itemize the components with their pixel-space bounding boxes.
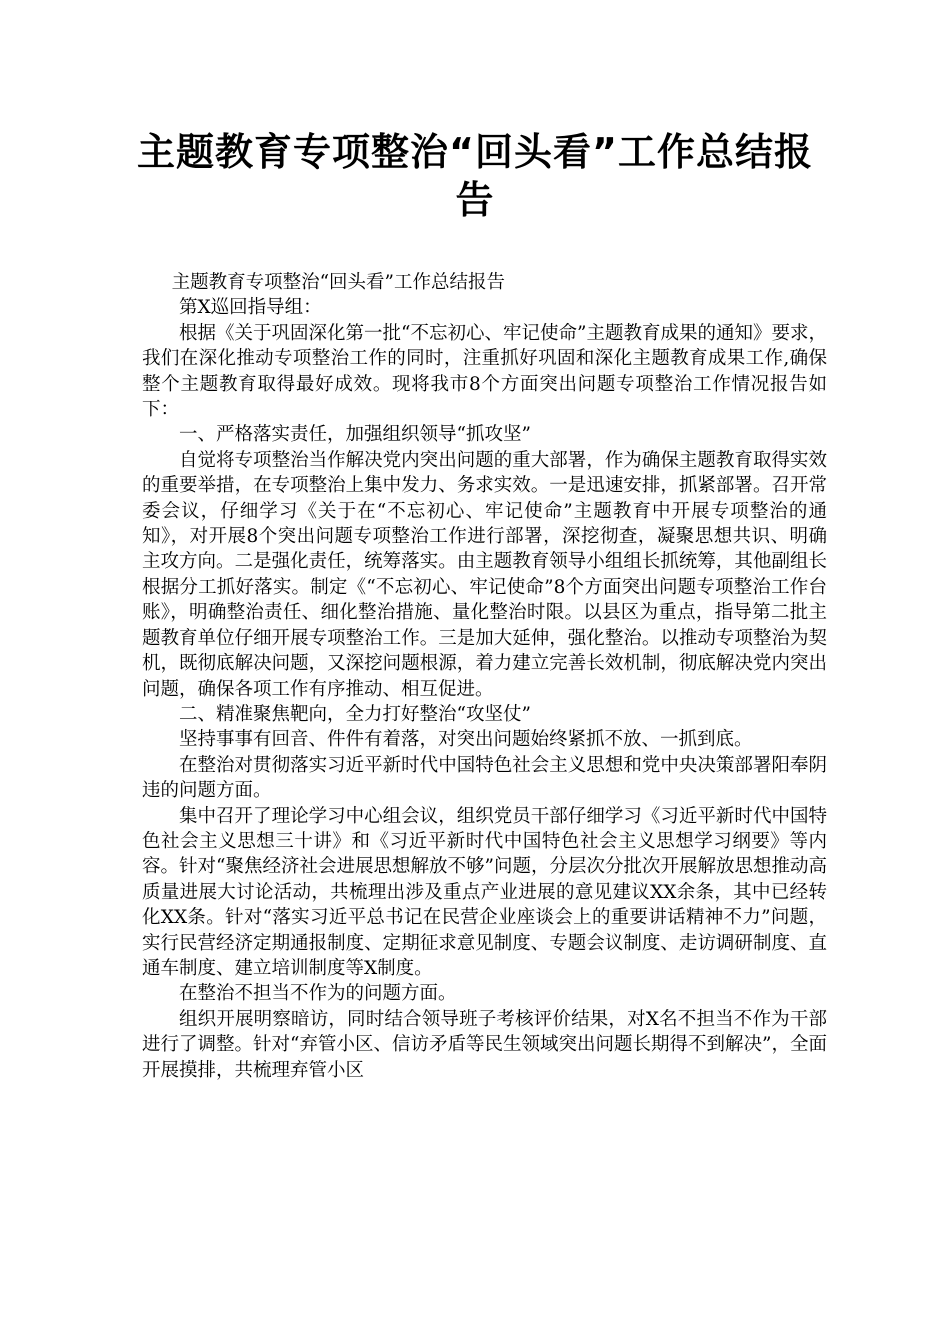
paragraph-section-1: 自觉将专项整治当作解决党内突出问题的重大部署，作为确保主题教育取得实效的重要举措，在专项整治上集中发力、务求实效。一是迅速安排，抓紧部署。召开常委会议，仔细学习《关于在“不忘初心、牢记使命”主题教育中开展专项整治的通知》，对开展8个突出问题专项整治工作进行部署，深挖彻查，凝聚思想共识、明确主攻方向。二是强化责任，统筹落实。由主题教育领导小组组长抓统筹，其他副组长根据分工抓好落实。制定《“不忘初心、牢记使命”8个方面突出问题专项整治工作台账》，明确整治责任、细化整治措施、量化整治时限。以县区为重点，指导第二批主题教育单位仔细开展专项整治工作。三是加大延伸，强化整治。以推动专项整治为契机，既彻底解决问题，又深挖问题根源，着力建立完善长效机制，彻底解决党内突出问题，确保各项工作有序推动、相互促进。 <box>142 449 827 700</box>
paragraph-subtopic-1: 在整治对贯彻落实习近平新时代中国特色社会主义思想和党中央决策部署阳奉阴违的问题方面。 <box>142 754 827 802</box>
paragraph-subtopic-2-detail: 组织开展明察暗访，同时结合领导班子考核评价结果，对X名不担当不作为干部进行了调整。针对“弃管小区、信访矛盾等民生领域突出问题长期得不到解决”，全面开展摸排，共梳理弃管小区 <box>142 1008 827 1081</box>
document-title: 主题教育专项整治“回头看”工作总结报告 <box>137 130 813 222</box>
section-heading-2: 二、精准聚焦靶向，全力打好整治“攻坚仗” <box>179 703 531 725</box>
section-heading-1: 一、严格落实责任，加强组织领导“抓攻坚” <box>179 424 531 446</box>
paragraph-subtopic-2: 在整治不担当不作为的问题方面。 <box>179 983 457 1005</box>
paragraph-section-2-intro: 坚持事事有回音、件件有着落，对突出问题始终紧抓不放、一抓到底。 <box>179 729 753 751</box>
paragraph-subtopic-1-detail: 集中召开了理论学习中心组会议，组织党员干部仔细学习《习近平新时代中国特色社会主义思想三十讲》和《习近平新时代中国特色社会主义思想学习纲要》等内容。针对“聚焦经济社会进展思想解放不够”问题，分层次分批次开展解放思想推动高质量进展大讨论活动，共梳理出涉及重点产业进展的意见建议XX余条，其中已经转化XX条。针对“落实习近平总书记在民营企业座谈会上的重要讲话精神不力”问题，实行民营经济定期通报制度、定期征求意见制度、专题会议制度、走访调研制度、直通车制度、建立培训制度等X制度。 <box>142 805 827 979</box>
paragraph-intro: 根据《关于巩固深化第一批“不忘初心、牢记使命”主题教育成果的通知》要求，我们在深化推动专项整治工作的同时，注重抓好巩固和深化主题教育成果工作,确保整个主题教育取得最好成效。现将我市8个方面突出问题专项整治工作情况报告如下： <box>142 322 827 421</box>
document-body <box>142 270 827 1083</box>
document-subtitle: 主题教育专项整治“回头看”工作总结报告 <box>171 272 506 293</box>
addressee-line: 第X巡回指导组： <box>179 297 322 319</box>
